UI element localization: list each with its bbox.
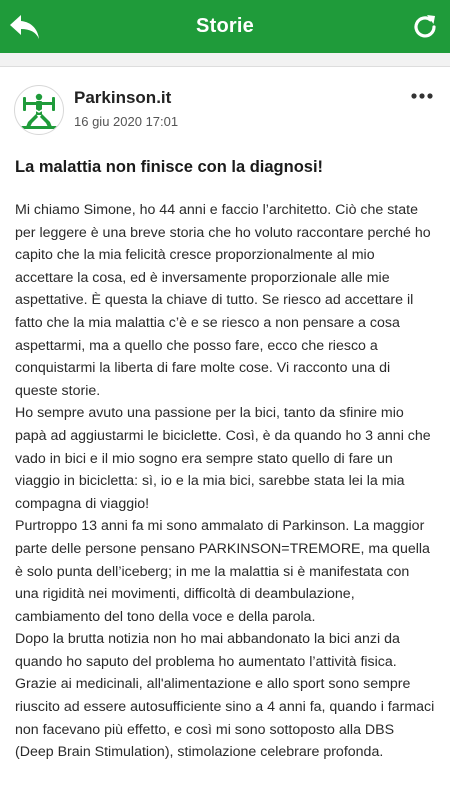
post-paragraph: Mi chiamo Simone, ho 44 anni e faccio l’architetto. Ciò che state per leggere è una breve storia che ho voluto raccontare perché ho capito che la mia felicità cresce proporzionalmente al mio accettare la cosa, ed è inversamente proporzionale alle mie aspettative. È questa la chiave di tutto. Se riesco ad accettare il fatto che la mia malattia c’è e se riesco a non pensare a cosa aspettarmi, ma a quello che posso fare, ecco che riesco a conquistarmi la liberta di fare molte cose. Vi racconto una di queste storie.: [15, 202, 431, 399]
post-paragraph: Purtroppo 13 anni fa mi sono ammalato di Parkinson. La maggior parte delle persone pensano PARKINSON=TREMORE, ma quella è solo punta dell’iceberg; in me la malattia si è manifestata con una rigidità nei movimenti, difficoltà di deambulazione, cambiamento del tono della voce e della parola.: [15, 518, 430, 625]
page-title: Storie: [196, 15, 254, 37]
post-paragraph: Dopo la brutta notizia non ho mai abbandonato la bici anzi da quando ho saputo del problema ho aumentato l’attività fisica. Grazie ai medicinali, all'alimentazione e allo sport sono sempre riuscito ad essere autosufficiente sino a 4 anni fa, quando i farmaci non facevano più effetto, e così mi sono sottoposto alla DBS (Deep Brain Stimulation), stimolazione celebrare profonda.: [15, 631, 435, 761]
post-body: [15, 199, 436, 764]
parkinson-logo-icon[interactable]: [14, 85, 64, 135]
post-header: [14, 85, 436, 135]
back-arrow-icon[interactable]: [8, 10, 42, 44]
top-app-bar: [0, 0, 450, 53]
more-dots-icon[interactable]: [410, 89, 434, 103]
refresh-icon[interactable]: [410, 12, 440, 42]
story-card: [0, 66, 450, 807]
post-date: 16 giu 2020 17:01: [74, 114, 179, 129]
post-paragraph: Ho sempre avuto una passione per la bici, tanto da sfinire mio papà ad aggiustarmi le biciclette. Così, è da quando ho 3 anni che vado in bici e il mio sogno era sempre stato quello di fare un viaggio in bicicletta: sì, io e la mia bici, sarebbe stata lei la mia compagna di viaggio!: [15, 405, 431, 512]
post-title: La malattia non finisce con la diagnosi!: [15, 158, 324, 176]
post-author[interactable]: Parkinson.it: [74, 88, 172, 107]
